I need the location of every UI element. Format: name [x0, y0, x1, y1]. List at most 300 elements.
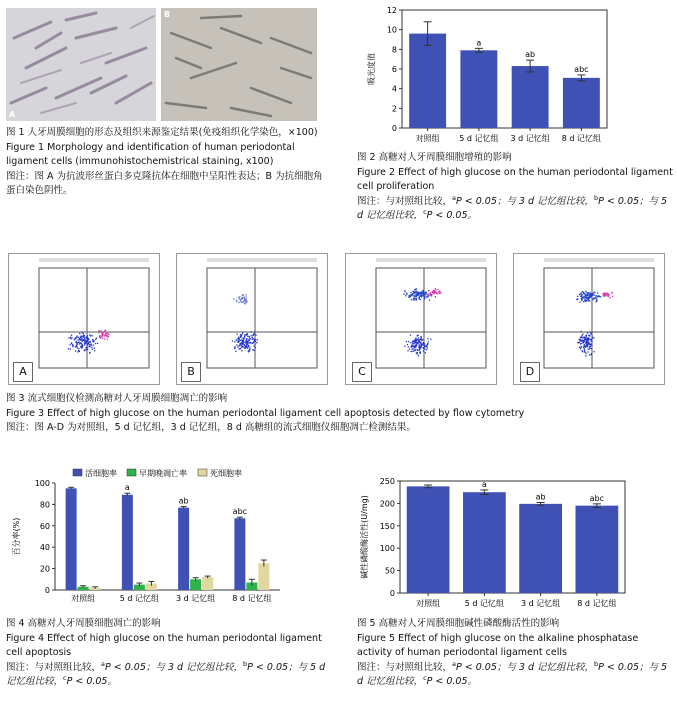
event-dot [584, 348, 585, 349]
event-dot [581, 295, 582, 296]
event-dot [434, 288, 435, 289]
event-dot [577, 298, 578, 299]
event-dot [105, 330, 106, 331]
event-dot [612, 296, 613, 297]
event-dot [589, 348, 590, 349]
event-dot [245, 296, 246, 297]
fig2-caption-en: Figure 2 Effect of high glucose on the human periodontal ligament cell proliferation [357, 166, 673, 192]
event-dot [579, 342, 580, 343]
event-dot [594, 295, 595, 296]
y-tick-label: 150 [379, 521, 395, 531]
legend-label: 死细胞率 [210, 469, 242, 478]
y-tick-label: 40 [39, 543, 50, 553]
event-dot [241, 298, 242, 299]
event-dot [424, 294, 425, 295]
event-dot [596, 296, 597, 297]
event-dot [71, 337, 72, 338]
event-dot [425, 292, 426, 293]
event-dot [588, 349, 589, 350]
fig5-note: 图注：与对照组比较，$^a$P < 0.05；与 3 d 记忆组比较，$^b$P < 0.05；与 5 d 记忆组比较，$^c$P < 0.05。 [357, 659, 668, 687]
event-dot [415, 289, 416, 290]
event-dot [242, 342, 243, 343]
event-dot [585, 337, 586, 338]
event-dot [584, 296, 585, 297]
fig1-panel-a-image [6, 8, 156, 121]
event-dot [424, 348, 425, 349]
event-dot [94, 348, 95, 349]
event-dot [413, 295, 414, 296]
event-dot [241, 339, 242, 340]
event-dot [232, 340, 233, 341]
x-tick-label: 5 d 记忆组 [459, 134, 499, 143]
event-dot [79, 333, 80, 334]
event-dot [595, 298, 596, 299]
event-dot [418, 337, 419, 338]
y-tick-label: 12 [386, 6, 397, 15]
event-dot [240, 300, 241, 301]
event-dot [422, 343, 423, 344]
event-dot [428, 293, 429, 294]
event-dot [420, 336, 421, 337]
event-dot [579, 347, 580, 348]
event-dot [596, 300, 597, 301]
y-tick-label: 80 [39, 500, 50, 510]
event-dot [589, 294, 590, 295]
event-dot [414, 349, 415, 350]
event-dot [72, 346, 73, 347]
event-dot [243, 301, 244, 302]
event-dot [424, 298, 425, 299]
event-dot [430, 339, 431, 340]
flow-panel [345, 253, 497, 385]
bar [202, 577, 213, 590]
event-dot [89, 352, 90, 353]
event-dot [104, 330, 105, 331]
y-tick-label: 250 [379, 477, 395, 486]
event-dot [592, 336, 593, 337]
event-dot [245, 294, 246, 295]
bar [407, 486, 450, 593]
event-dot [257, 339, 258, 340]
event-dot [433, 290, 434, 291]
event-dot [244, 347, 245, 348]
event-dot [411, 295, 412, 296]
y-tick-label: 100 [34, 479, 50, 488]
event-dot [252, 349, 253, 350]
event-dot [410, 296, 411, 297]
event-dot [418, 345, 419, 346]
event-dot [581, 331, 582, 332]
flow-panel-label: D [520, 362, 540, 382]
event-dot [89, 346, 90, 347]
event-dot [590, 297, 591, 298]
y-tick-label: 0 [389, 589, 395, 598]
event-dot [102, 332, 103, 333]
event-dot [419, 348, 420, 349]
y-tick-label: 20 [39, 564, 50, 574]
event-dot [81, 339, 82, 340]
event-dot [238, 341, 239, 342]
event-dot [591, 341, 592, 342]
event-dot [423, 350, 424, 351]
event-dot [92, 349, 93, 350]
event-dot [250, 338, 251, 339]
fig4-caption-cn: 图 4 高糖对人牙周膜细胞凋亡的影响 [6, 618, 161, 629]
event-dot [579, 339, 580, 340]
event-dot [411, 299, 412, 300]
event-dot [583, 292, 584, 293]
event-dot [242, 340, 243, 341]
event-dot [420, 345, 421, 346]
event-dot [104, 338, 105, 339]
event-dot [236, 301, 237, 302]
flow-panel [513, 253, 665, 385]
event-dot [85, 347, 86, 348]
event-dot [99, 336, 100, 337]
event-dot [587, 294, 588, 295]
y-tick-label: 8 [391, 45, 397, 55]
bar [563, 78, 600, 128]
event-dot [95, 343, 96, 344]
event-dot [593, 299, 594, 300]
event-dot [108, 336, 109, 337]
event-dot [434, 290, 435, 291]
event-dot [420, 351, 421, 352]
event-dot [253, 350, 254, 351]
event-dot [581, 336, 582, 337]
event-dot [240, 337, 241, 338]
flow-header [376, 258, 486, 262]
event-dot [82, 347, 83, 348]
event-dot [241, 302, 242, 303]
event-dot [408, 346, 409, 347]
event-dot [589, 354, 590, 355]
event-dot [438, 292, 439, 293]
event-dot [418, 295, 419, 296]
event-dot [244, 298, 245, 299]
event-dot [245, 342, 246, 343]
event-dot [87, 335, 88, 336]
flow-header [544, 258, 654, 262]
event-dot [92, 339, 93, 340]
event-dot [579, 294, 580, 295]
event-dot [431, 294, 432, 295]
event-dot [241, 345, 242, 346]
flow-panel-label: C [352, 362, 372, 382]
event-dot [585, 301, 586, 302]
event-dot [79, 351, 80, 352]
event-dot [236, 300, 237, 301]
event-dot [586, 336, 587, 337]
event-dot [69, 344, 70, 345]
event-dot [408, 296, 409, 297]
event-dot [415, 291, 416, 292]
event-dot [255, 335, 256, 336]
event-dot [239, 299, 240, 300]
event-dot [89, 334, 90, 335]
event-dot [247, 342, 248, 343]
event-dot [586, 300, 587, 301]
event-dot [580, 343, 581, 344]
event-dot [70, 337, 71, 338]
event-dot [583, 298, 584, 299]
event-dot [593, 293, 594, 294]
y-tick-label: 0 [44, 586, 50, 595]
x-tick-label: 3 d 记忆组 [510, 134, 550, 143]
significance-label: abc [574, 64, 589, 74]
x-tick-label: 对照组 [415, 134, 440, 143]
event-dot [419, 339, 420, 340]
event-dot [246, 299, 247, 300]
event-dot [419, 293, 420, 294]
event-dot [414, 292, 415, 293]
event-dot [234, 341, 235, 342]
event-dot [233, 299, 234, 300]
event-dot [586, 339, 587, 340]
fig1-cells-a [6, 8, 156, 121]
event-dot [581, 300, 582, 301]
event-dot [595, 295, 596, 296]
event-dot [586, 335, 587, 336]
event-dot [97, 343, 98, 344]
fig2-chart [362, 3, 652, 145]
event-dot [102, 338, 103, 339]
event-dot [238, 338, 239, 339]
event-dot [419, 298, 420, 299]
event-dot [420, 342, 421, 343]
event-dot [581, 340, 582, 341]
event-dot [403, 294, 404, 295]
event-dot [584, 344, 585, 345]
event-dot [104, 335, 105, 336]
event-dot [83, 340, 84, 341]
event-dot [427, 343, 428, 344]
event-dot [605, 294, 606, 295]
event-dot [583, 341, 584, 342]
event-dot [417, 353, 418, 354]
fig1-note: 图注：图 A 为抗波形丝蛋白多克隆抗体在细胞中呈阳性表达；B 为抗细胞角蛋白染色阴性。 [6, 170, 323, 196]
event-dot [584, 350, 585, 351]
event-dot [68, 337, 69, 338]
event-dot [255, 341, 256, 342]
event-dot [585, 342, 586, 343]
event-dot [84, 350, 85, 351]
event-dot [583, 293, 584, 294]
event-dot [247, 336, 248, 337]
event-dot [582, 333, 583, 334]
y-tick-label: 50 [384, 566, 395, 576]
event-dot [419, 295, 420, 296]
y-tick-label: 4 [391, 84, 397, 94]
event-dot [248, 345, 249, 346]
event-dot [585, 355, 586, 356]
event-dot [256, 342, 257, 343]
event-dot [82, 338, 83, 339]
event-dot [417, 350, 418, 351]
event-dot [246, 302, 247, 303]
y-tick-label: 0 [391, 124, 397, 133]
event-dot [580, 339, 581, 340]
event-dot [404, 291, 405, 292]
legend-swatch [198, 469, 207, 476]
flow-plot-frame [376, 268, 486, 368]
event-dot [249, 347, 250, 348]
y-axis-label: 吸光度值 [367, 53, 376, 85]
event-dot [407, 350, 408, 351]
event-dot [77, 347, 78, 348]
event-dot [254, 333, 255, 334]
event-dot [249, 340, 250, 341]
event-dot [255, 347, 256, 348]
event-dot [88, 342, 89, 343]
event-dot [407, 344, 408, 345]
flow-header [207, 258, 317, 262]
event-dot [598, 295, 599, 296]
event-dot [422, 344, 423, 345]
bar [234, 518, 245, 590]
event-dot [88, 338, 89, 339]
event-dot [411, 345, 412, 346]
event-dot [423, 293, 424, 294]
event-dot [420, 292, 421, 293]
event-dot [72, 345, 73, 346]
event-dot [413, 350, 414, 351]
event-dot [87, 336, 88, 337]
event-dot [425, 352, 426, 353]
bar [576, 506, 619, 593]
event-dot [417, 352, 418, 353]
event-dot [581, 293, 582, 294]
flow-panel [8, 253, 160, 385]
event-dot [77, 339, 78, 340]
event-dot [411, 351, 412, 352]
event-dot [423, 348, 424, 349]
event-dot [81, 344, 82, 345]
event-dot [607, 293, 608, 294]
fig4-chart [5, 465, 295, 613]
event-dot [242, 344, 243, 345]
event-dot [589, 339, 590, 340]
y-tick-label: 60 [39, 521, 50, 531]
event-dot [437, 289, 438, 290]
event-dot [83, 336, 84, 337]
event-dot [243, 346, 244, 347]
event-dot [430, 292, 431, 293]
event-dot [96, 338, 97, 339]
event-dot [424, 297, 425, 298]
event-dot [427, 338, 428, 339]
event-dot [595, 297, 596, 298]
event-dot [592, 294, 593, 295]
event-dot [98, 332, 99, 333]
event-dot [107, 339, 108, 340]
event-dot [80, 337, 81, 338]
event-dot [80, 342, 81, 343]
event-dot [406, 341, 407, 342]
bar [178, 508, 189, 590]
significance-label: abc [232, 507, 248, 517]
event-dot [89, 342, 90, 343]
event-dot [426, 296, 427, 297]
bar [512, 66, 549, 128]
event-dot [579, 301, 580, 302]
event-dot [94, 350, 95, 351]
event-dot [75, 341, 76, 342]
event-dot [252, 339, 253, 340]
bar [66, 488, 77, 590]
event-dot [586, 292, 587, 293]
event-dot [93, 341, 94, 342]
event-dot [420, 344, 421, 345]
fig1-panel-a-label: A [9, 110, 16, 119]
flow-header [39, 258, 149, 262]
event-dot [439, 291, 440, 292]
flow-panel-label: B [181, 362, 201, 382]
event-dot [408, 297, 409, 298]
event-dot [242, 333, 243, 334]
bar [258, 563, 269, 590]
flow-panel [176, 253, 328, 385]
fig2-note: 图注：与对照组比较，$^a$P < 0.05；与 3 d 记忆组比较，$^b$P < 0.05；与 5 d 记忆组比较，$^c$P < 0.05。 [357, 193, 668, 221]
event-dot [105, 334, 106, 335]
y-axis-label: 百分率(%) [12, 517, 21, 556]
event-dot [83, 333, 84, 334]
event-dot [250, 342, 251, 343]
event-dot [440, 292, 441, 293]
fig5-caption-cn: 图 5 高糖对人牙周膜细胞碱性磷酸酶活性的影响 [357, 618, 560, 629]
event-dot [577, 342, 578, 343]
event-dot [70, 349, 71, 350]
event-dot [254, 344, 255, 345]
event-dot [416, 342, 417, 343]
fig5-caption [357, 617, 675, 690]
event-dot [236, 340, 237, 341]
event-dot [584, 339, 585, 340]
event-dot [90, 344, 91, 345]
fig4-caption [6, 617, 336, 690]
event-dot [590, 346, 591, 347]
event-dot [439, 293, 440, 294]
event-dot [87, 348, 88, 349]
event-dot [82, 332, 83, 333]
event-dot [84, 344, 85, 345]
event-dot [101, 336, 102, 337]
flow-plot-frame [39, 268, 149, 368]
event-dot [93, 345, 94, 346]
event-dot [588, 300, 589, 301]
bar [519, 504, 562, 593]
event-dot [581, 299, 582, 300]
y-tick-label: 200 [379, 499, 395, 509]
event-dot [413, 343, 414, 344]
event-dot [81, 345, 82, 346]
x-tick-label: 3 d 记忆组 [520, 599, 561, 608]
event-dot [98, 330, 99, 331]
fig1-caption-en: Figure 1 Morphology and identification of human periodontal ligament cells (immunohistochemistrical staining, x100) [6, 141, 295, 167]
event-dot [84, 338, 85, 339]
x-tick-label: 8 d 记忆组 [232, 594, 272, 603]
event-dot [85, 342, 86, 343]
event-dot [78, 342, 79, 343]
event-dot [591, 345, 592, 346]
event-dot [240, 334, 241, 335]
flow-plot-frame [207, 268, 317, 368]
event-dot [426, 346, 427, 347]
event-dot [246, 333, 247, 334]
event-dot [246, 338, 247, 339]
event-dot [418, 296, 419, 297]
event-dot [76, 346, 77, 347]
